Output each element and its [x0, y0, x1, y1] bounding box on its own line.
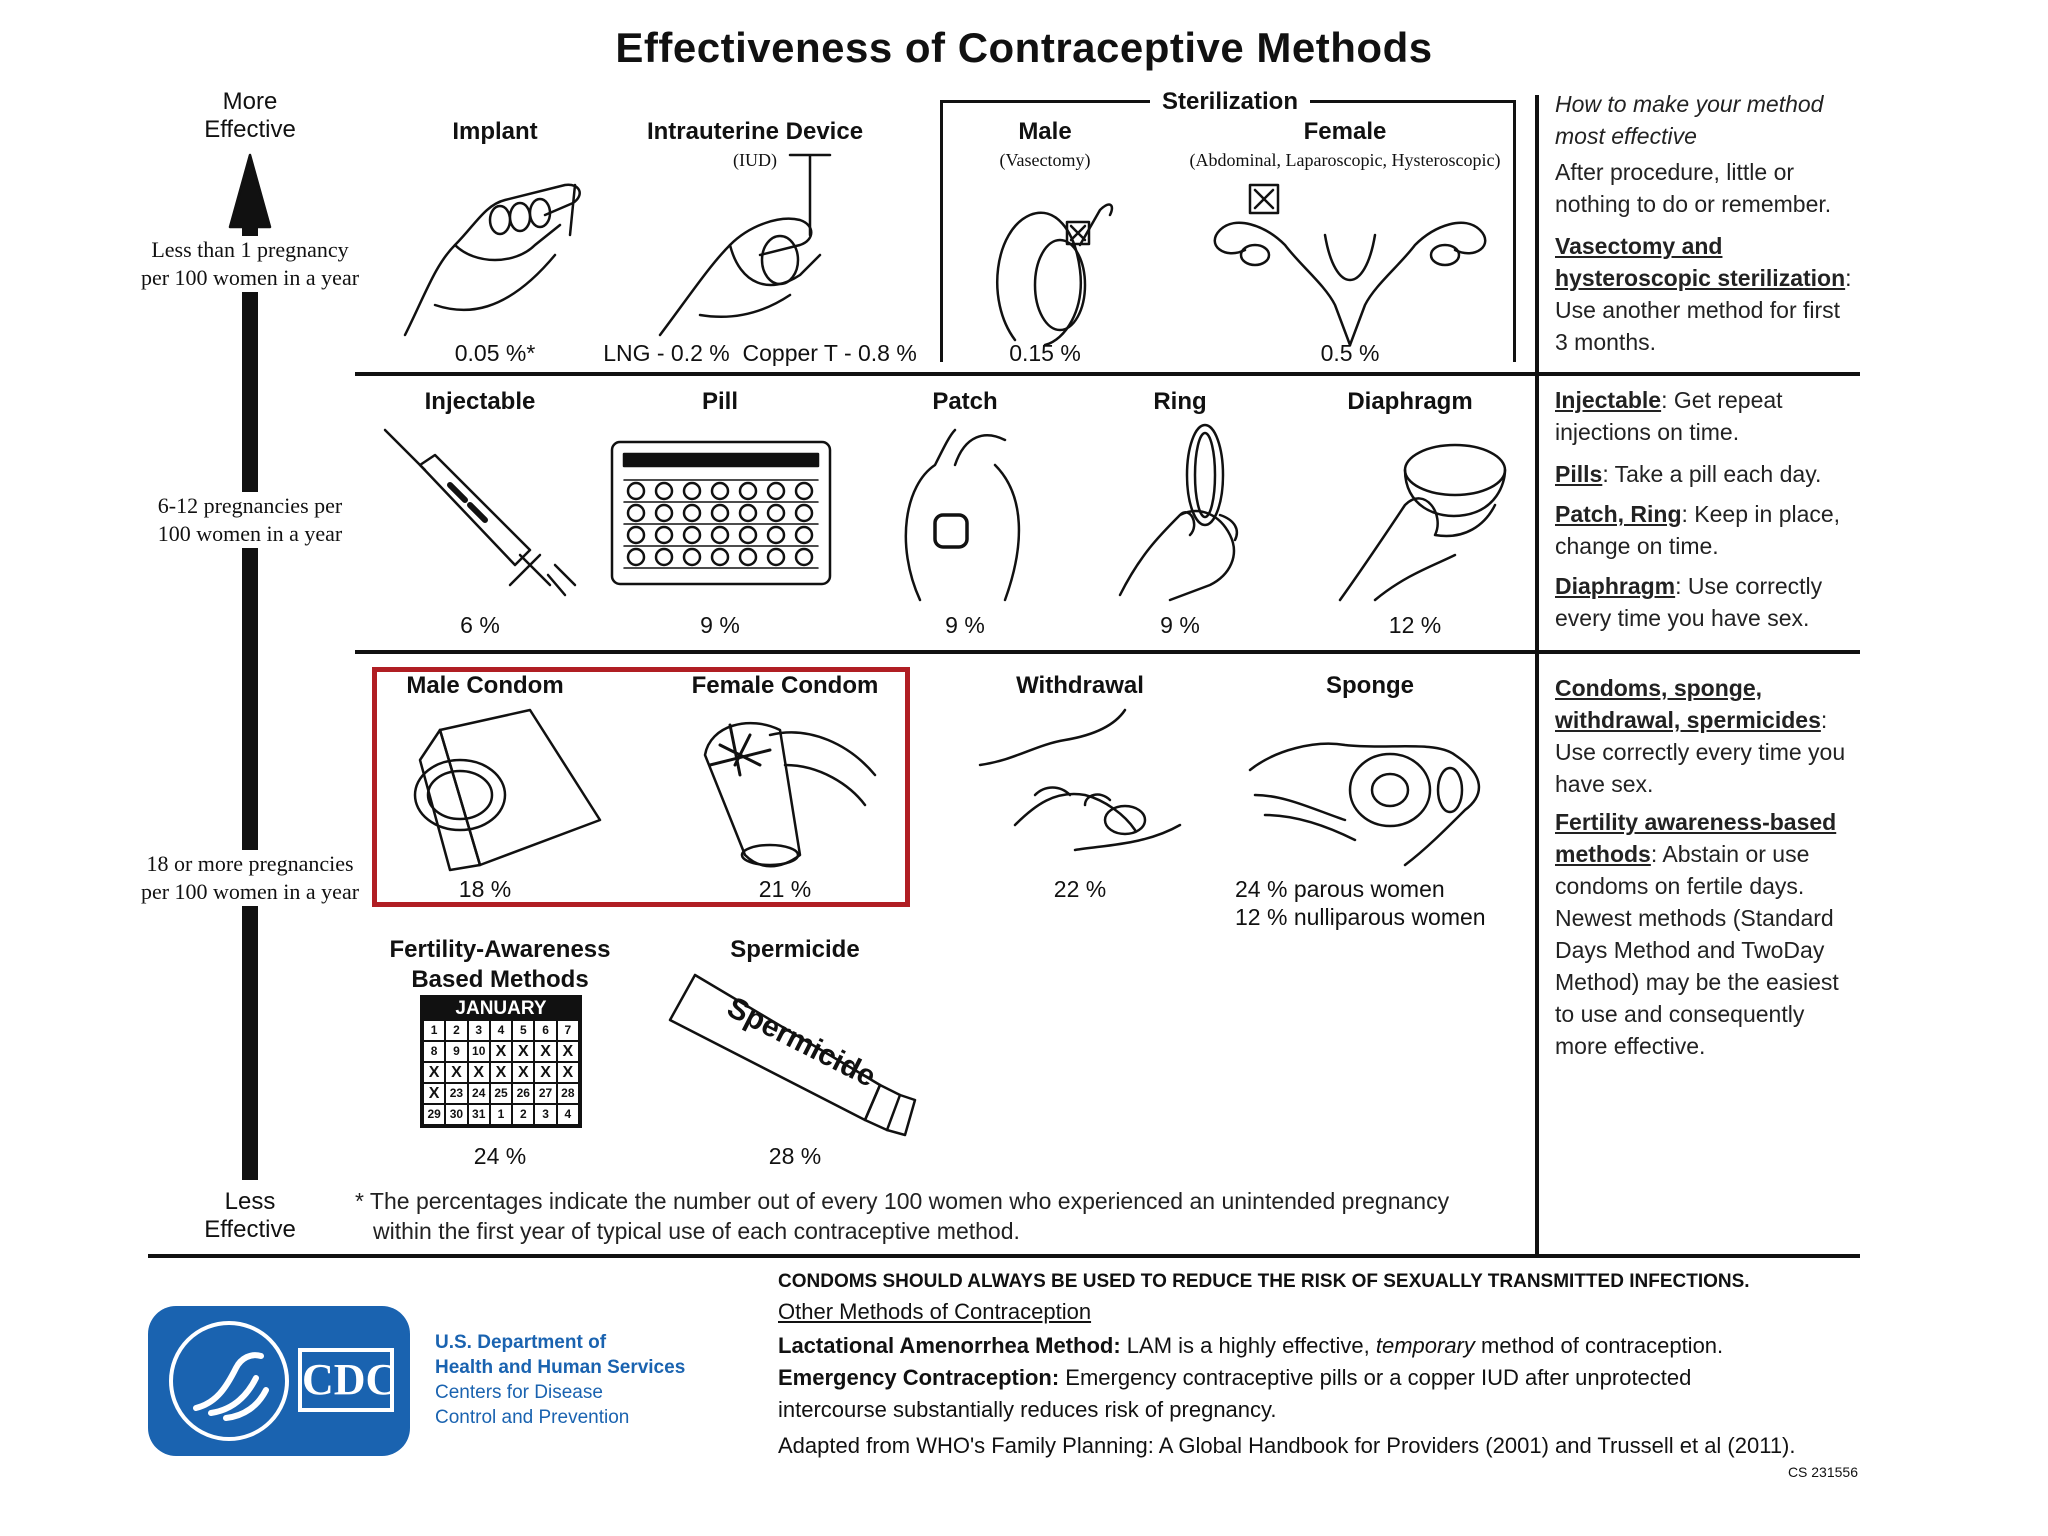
calendar-day: 2	[445, 1020, 467, 1041]
calendar-day: 10	[468, 1041, 490, 1062]
tips-heading	[1555, 88, 1855, 152]
vasectomy-sublabel: (Vasectomy)	[999, 150, 1091, 170]
pill-pct: 9 %	[700, 612, 740, 638]
footer-divider	[148, 1254, 1860, 1258]
footnote	[355, 1186, 1535, 1246]
lam-italic: temporary	[1375, 1333, 1475, 1358]
lam-head: Lactational Amenorrhea Method:	[778, 1333, 1121, 1358]
calendar-day: 8	[423, 1041, 445, 1062]
pill-dot	[656, 549, 672, 565]
calendar-day: X	[468, 1062, 490, 1083]
pill-dot	[684, 505, 700, 521]
spermicide-pct: 28 %	[768, 1143, 822, 1169]
spermicide-tube-text: Spermicide	[721, 990, 881, 1094]
calendar-day: 4	[557, 1104, 579, 1125]
pill-dot	[684, 483, 700, 499]
calendar-day: 30	[445, 1104, 467, 1125]
tip-condoms-head2: withdrawal, spermicides	[1555, 707, 1821, 733]
calendar-day: 1	[423, 1020, 445, 1041]
pill-dot	[768, 483, 784, 499]
calendar-day: 23	[445, 1083, 467, 1104]
tip-vasectomy	[1555, 230, 1855, 358]
patch-pct: 9 %	[945, 612, 985, 638]
calendar-day: X	[445, 1062, 467, 1083]
pill-dot	[684, 527, 700, 543]
iud-sublabel: (IUD)	[733, 150, 777, 170]
tip-diaphragm-body: : Use correctly every time you have sex.	[1555, 573, 1823, 631]
adapted-from: Adapted from WHO's Family Planning: A Global Handbook for Providers (2001) and Trussell et al (2011).	[778, 1433, 1796, 1458]
document-code: CS 231556	[1787, 1464, 1858, 1480]
tier1-scale-label: Less than 1 pregnancy per 100 women in a year	[140, 237, 360, 290]
tier2-scale-label: 6-12 pregnancies per 100 women in a year	[150, 492, 350, 548]
tip-fam-body: : Abstain or use condoms on fertile days. Newest methods (Standard Days Method and TwoDay Method) may be the easiest to use and consequently more effective.	[1555, 841, 1839, 1059]
calendar-day: X	[534, 1062, 556, 1083]
calendar-grid	[423, 1020, 579, 1125]
male-condom-illustration	[380, 700, 610, 870]
male-condom-label: Male Condom	[406, 672, 564, 699]
org-line2: Health and Human Services	[435, 1357, 686, 1378]
pill-dot	[740, 549, 756, 565]
calendar-day: 1	[490, 1104, 512, 1125]
tip-injectable-body: : Get repeat injections on time.	[1555, 387, 1783, 445]
arrow-up-icon	[230, 155, 270, 235]
pill-dot	[768, 549, 784, 565]
pill-dot	[712, 505, 728, 521]
tip-condoms-body: : Use correctly every time you have sex.	[1555, 707, 1846, 797]
lam-body1: LAM is a highly effective,	[1120, 1333, 1376, 1358]
tip-fertility-awareness	[1555, 806, 1855, 1062]
sponge-nulliparous-pct: 12 % nulliparous women	[1235, 904, 1486, 930]
diaphragm-label: Diaphragm	[1347, 388, 1473, 415]
female-condom-label: Female Condom	[691, 672, 879, 699]
calendar-day: 7	[557, 1020, 579, 1041]
pill-dot	[628, 483, 644, 499]
tip-vasectomy-head2: hysteroscopic sterilization	[1555, 265, 1846, 291]
calendar-day: 6	[534, 1020, 556, 1041]
cdc-logo-text: CDC	[298, 1348, 394, 1412]
ring-hand-illustration	[1110, 415, 1260, 605]
calendar-day: X	[423, 1083, 445, 1104]
page-title: Effectiveness of Contraceptive Methods	[615, 24, 1433, 71]
vasectomy-illustration	[985, 190, 1125, 350]
pill-dot	[740, 483, 756, 499]
pill-dot	[628, 527, 644, 543]
tip-vasectomy-head1: Vasectomy and	[1555, 233, 1723, 259]
bottom-notes	[778, 1268, 1868, 1482]
pill-dot	[740, 505, 756, 521]
implant-pct: 0.05 %*	[454, 340, 536, 366]
withdrawal-illustration	[975, 705, 1185, 855]
tips-divider	[1535, 95, 1539, 1255]
pill-dot	[684, 549, 700, 565]
fam-pct: 24 %	[473, 1143, 527, 1169]
calendar-day: 9	[445, 1041, 467, 1062]
pill-dot	[712, 527, 728, 543]
female-sterilization-illustration	[1205, 175, 1495, 355]
tip-fam-head2: methods	[1555, 841, 1651, 867]
tip-pills-body: : Take a pill each day.	[1602, 461, 1822, 487]
tip-diaphragm	[1555, 570, 1855, 634]
tip-pills	[1555, 458, 1855, 490]
calendar-day: 2	[512, 1104, 534, 1125]
injectable-label: Injectable	[424, 388, 536, 415]
ring-pct: 9 %	[1160, 612, 1200, 638]
pill-dot	[628, 549, 644, 565]
sterilization-label: Sterilization	[1150, 88, 1310, 116]
pill-dot	[796, 549, 812, 565]
tip-fam-head1: Fertility awareness-based	[1555, 809, 1837, 835]
tip-diaphragm-head: Diaphragm	[1555, 573, 1676, 599]
implant-label: Implant	[452, 118, 538, 145]
pill-dot	[656, 527, 672, 543]
tip-condoms	[1555, 672, 1855, 800]
calendar-day: 27	[534, 1083, 556, 1104]
male-sterilization-label: Male	[1018, 118, 1072, 145]
sponge-hand-illustration	[1245, 700, 1495, 870]
spermicide-tube-illustration	[665, 970, 925, 1140]
tier2-divider	[355, 650, 1860, 654]
lam-body2: method of contraception.	[1474, 1333, 1724, 1358]
fam-label-line2: Based Methods	[411, 966, 589, 993]
spermicide-label: Spermicide	[730, 936, 860, 963]
diaphragm-hand-illustration	[1335, 425, 1515, 605]
calendar-day: 24	[468, 1083, 490, 1104]
pill-dot	[656, 483, 672, 499]
calendar-day: 25	[490, 1083, 512, 1104]
less-effective-label: Less Effective	[204, 1188, 296, 1243]
calendar-day: X	[512, 1062, 534, 1083]
more-effective-label: More Effective	[204, 88, 296, 143]
pill-dot	[740, 527, 756, 543]
calendar-day: 4	[490, 1020, 512, 1041]
pill-dot	[712, 483, 728, 499]
calendar-day: 29	[423, 1104, 445, 1125]
calendar-month: JANUARY	[423, 998, 579, 1020]
tier3-scale-label: 18 or more pregnancies per 100 women in a year	[140, 851, 360, 904]
female-sterilization-label: Female	[1303, 118, 1387, 145]
patch-label: Patch	[932, 388, 998, 415]
calendar-day: X	[490, 1062, 512, 1083]
tips-heading-line2: most effective	[1555, 123, 1697, 149]
withdrawal-pct: 22 %	[1053, 876, 1107, 902]
ring-label: Ring	[1153, 388, 1207, 415]
calendar-day: X	[534, 1041, 556, 1062]
male-condom-pct: 18 %	[458, 876, 512, 902]
calendar-day: 3	[468, 1020, 490, 1041]
calendar-day: 5	[512, 1020, 534, 1041]
sponge-label: Sponge	[1326, 672, 1414, 699]
female-condom-pct: 21 %	[758, 876, 812, 902]
org-line3: Centers for Disease	[435, 1382, 603, 1403]
calendar-day: X	[423, 1062, 445, 1083]
female-condom-illustration	[690, 705, 890, 875]
tip-condoms-head1: Condoms, sponge,	[1555, 675, 1762, 701]
sponge-parous-pct: 24 % parous women	[1235, 876, 1445, 902]
iud-label: Intrauterine Device	[646, 118, 864, 145]
pill-dot	[796, 505, 812, 521]
condom-warning: CONDOMS SHOULD ALWAYS BE USED TO REDUCE THE RISK OF SEXUALLY TRANSMITTED INFECTIONS.	[778, 1271, 1750, 1292]
org-name	[435, 1330, 685, 1430]
fam-label-line1: Fertility-Awareness	[389, 936, 611, 963]
iud-pct: LNG - 0.2 % Copper T - 0.8 %	[603, 340, 917, 366]
tip-injectable	[1555, 384, 1855, 448]
calendar-day: X	[557, 1062, 579, 1083]
pill-dot	[656, 505, 672, 521]
calendar-day: X	[490, 1041, 512, 1062]
fam-calendar	[420, 995, 582, 1128]
female-sterilization-pct: 0.5 %	[1320, 340, 1380, 366]
pill-dot	[768, 505, 784, 521]
iud-illustration	[640, 145, 870, 345]
pill-label: Pill	[701, 388, 738, 415]
ec-head: Emergency Contraception:	[778, 1365, 1060, 1390]
pill-dot	[796, 483, 812, 499]
pill-dot	[768, 527, 784, 543]
withdrawal-label: Withdrawal	[1016, 672, 1144, 699]
calendar-day: X	[512, 1041, 534, 1062]
patch-arm-illustration	[895, 425, 1035, 605]
ec-body2: intercourse substantially reduces risk of pregnancy.	[778, 1397, 1277, 1422]
tip-vasectomy-body: : Use another method for first 3 months.	[1555, 265, 1852, 355]
calendar-day: 26	[512, 1083, 534, 1104]
tip-injectable-head: Injectable	[1555, 387, 1662, 413]
pill-pack-illustration	[610, 440, 835, 590]
ec-body1: Emergency contraceptive pills or a copper IUD after unprotected	[1059, 1365, 1692, 1390]
pill-dot	[712, 549, 728, 565]
org-line4: Control and Prevention	[435, 1407, 630, 1428]
implant-illustration	[395, 145, 595, 345]
tip-pills-head: Pills	[1555, 461, 1603, 487]
calendar-day: 31	[468, 1104, 490, 1125]
footnote-line1: * The percentages indicate the number out of every 100 women who experienced an unintended pregnancy	[355, 1188, 1450, 1214]
calendar-day: 3	[534, 1104, 556, 1125]
female-sterilization-sublabel: (Abdominal, Laparoscopic, Hysteroscopic)	[1189, 150, 1501, 170]
tip-patch-ring-head: Patch, Ring	[1555, 501, 1682, 527]
other-methods-heading: Other Methods of Contraception	[778, 1299, 1092, 1324]
diaphragm-pct: 12 %	[1388, 612, 1442, 638]
tip-after-procedure: After procedure, little or nothing to do or remember.	[1555, 159, 1832, 217]
tips-heading-line1: How to make your method	[1555, 91, 1824, 117]
hhs-cdc-logo	[148, 1306, 410, 1456]
injectable-pct: 6 %	[460, 612, 500, 638]
tier1-divider	[355, 372, 1860, 376]
tip-patch-ring	[1555, 498, 1855, 562]
pill-dot	[628, 505, 644, 521]
effectiveness-arrow-shaft	[242, 225, 258, 1180]
injectable-syringe-illustration	[380, 425, 580, 605]
footnote-line2: within the first year of typical use of each contraceptive method.	[373, 1218, 1020, 1244]
org-line1: U.S. Department of	[435, 1332, 607, 1353]
calendar-day: X	[557, 1041, 579, 1062]
tip-patch-ring-body: : Keep in place, change on time.	[1555, 501, 1841, 559]
vasectomy-pct: 0.15 %	[1009, 340, 1081, 366]
hhs-eagle-seal-icon	[166, 1318, 292, 1444]
calendar-day: 28	[557, 1083, 579, 1104]
pill-dot	[796, 527, 812, 543]
